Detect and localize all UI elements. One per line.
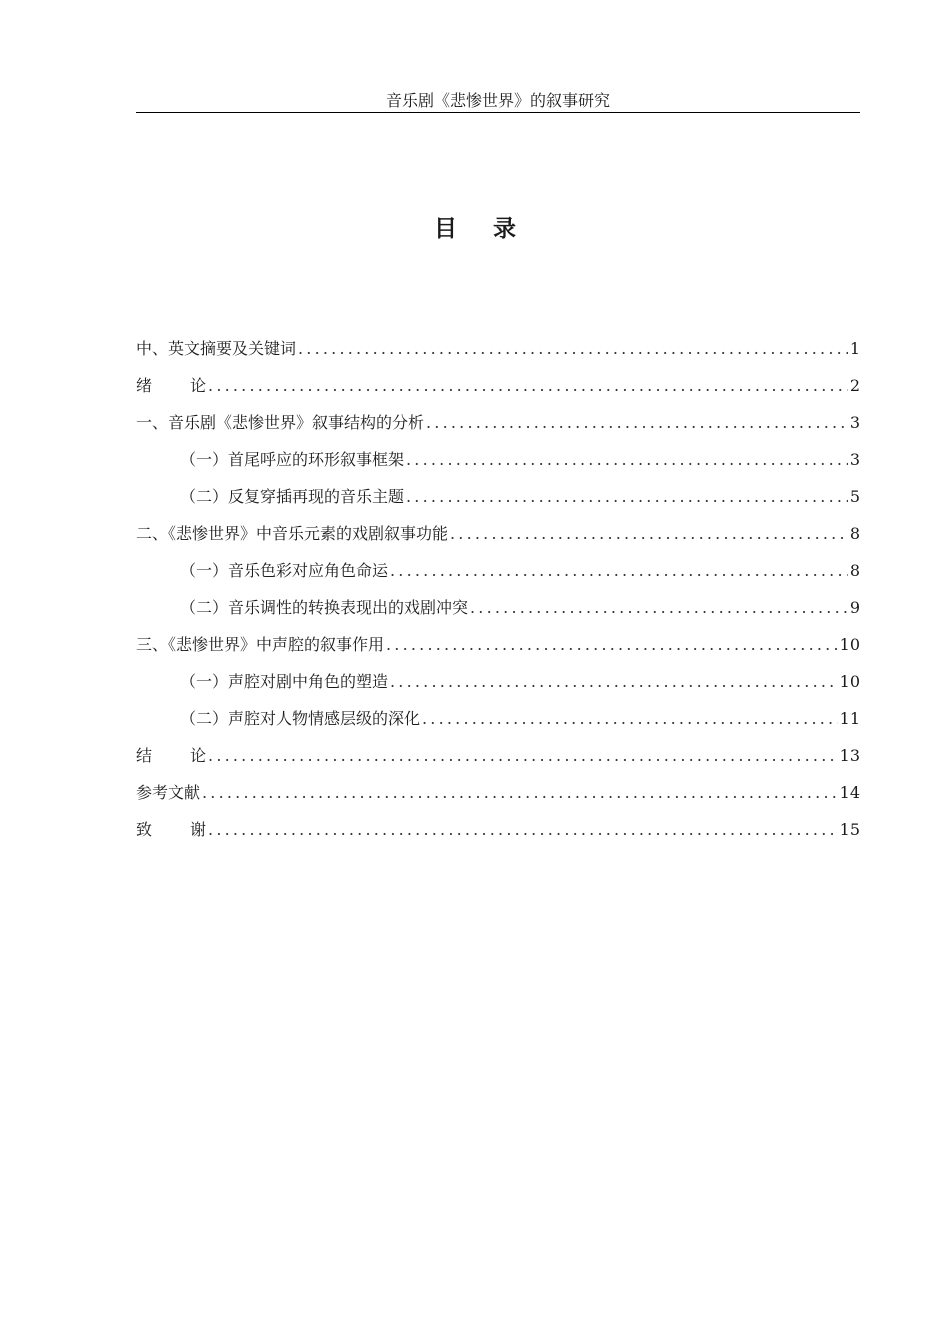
toc-leader-dots [202, 774, 838, 811]
toc-leader-dots [298, 330, 848, 367]
toc-entry-label-tail: 谢 [190, 820, 207, 839]
toc-entry-label: 绪论 [136, 376, 207, 395]
toc-entry-page-number: 14 [839, 783, 860, 802]
toc-entry-label: （一）首尾呼应的环形叙事框架 [180, 450, 405, 469]
running-header-title: 音乐剧《悲惨世界》的叙事研究 [385, 91, 610, 110]
toc-entry[interactable] [136, 700, 860, 737]
toc-entry[interactable] [136, 774, 860, 811]
toc-entry-label: （一）音乐色彩对应角色命运 [180, 561, 389, 580]
toc-leader-dots [422, 700, 838, 737]
toc-entry[interactable] [136, 515, 860, 552]
toc-entry-label: （二）音乐调性的转换表现出的戏剧冲突 [180, 598, 469, 617]
toc-entry[interactable] [136, 404, 860, 441]
toc-entry-page-number: 3 [849, 413, 860, 432]
toc-entry-page-number: 2 [849, 376, 860, 395]
toc-entry-label: 参考文献 [136, 783, 201, 802]
toc-entry-label: 二、《悲惨世界》中音乐元素的戏剧叙事功能 [136, 524, 449, 543]
toc-leader-dots [386, 626, 838, 663]
toc-entry-label: （一）声腔对剧中角色的塑造 [180, 672, 389, 691]
toc-entry-page-number: 8 [849, 561, 860, 580]
toc-leader-dots [208, 737, 838, 774]
toc-leader-dots [426, 404, 848, 441]
table-of-contents [136, 330, 860, 848]
toc-entry-page-number: 10 [839, 635, 860, 654]
toc-leader-dots [470, 589, 848, 626]
toc-entry[interactable] [136, 663, 860, 700]
toc-leader-dots [406, 441, 848, 478]
toc-entry-label: 一、音乐剧《悲惨世界》叙事结构的分析 [136, 413, 425, 432]
toc-entry-page-number: 5 [849, 487, 860, 506]
toc-entry-page-number: 9 [849, 598, 860, 617]
running-header [136, 90, 860, 113]
toc-leader-dots [406, 478, 848, 515]
toc-entry-page-number: 15 [839, 820, 860, 839]
toc-entry[interactable] [136, 330, 860, 367]
toc-entry-label: （二）声腔对人物情感层级的深化 [180, 709, 421, 728]
toc-entry-label: 中、英文摘要及关键词 [136, 339, 297, 358]
toc-entry-page-number: 11 [839, 709, 860, 728]
toc-entry[interactable] [136, 811, 860, 848]
toc-entry-label: 致谢 [136, 820, 207, 839]
toc-entry[interactable] [136, 552, 860, 589]
toc-entry-label-tail: 论 [190, 746, 207, 765]
toc-entry-label-tail: 论 [190, 376, 207, 395]
toc-entry-page-number: 13 [839, 746, 860, 765]
toc-entry-label: （二）反复穿插再现的音乐主题 [180, 487, 405, 506]
toc-entry-page-number: 3 [849, 450, 860, 469]
toc-entry-label: 结论 [136, 746, 207, 765]
toc-entry[interactable] [136, 367, 860, 404]
toc-entry[interactable] [136, 478, 860, 515]
toc-leader-dots [208, 811, 838, 848]
toc-entry[interactable] [136, 626, 860, 663]
toc-leader-dots [390, 552, 848, 589]
toc-entry-page-number: 10 [839, 672, 860, 691]
toc-entry[interactable] [136, 441, 860, 478]
toc-entry-page-number: 8 [849, 524, 860, 543]
toc-entry[interactable] [136, 737, 860, 774]
toc-leader-dots [208, 367, 848, 404]
toc-entry-label: 三、《悲惨世界》中声腔的叙事作用 [136, 635, 385, 654]
toc-entry[interactable] [136, 589, 860, 626]
toc-title: 目录 [434, 216, 552, 242]
toc-entry-page-number: 1 [849, 339, 860, 358]
toc-leader-dots [450, 515, 848, 552]
toc-leader-dots [390, 663, 838, 700]
